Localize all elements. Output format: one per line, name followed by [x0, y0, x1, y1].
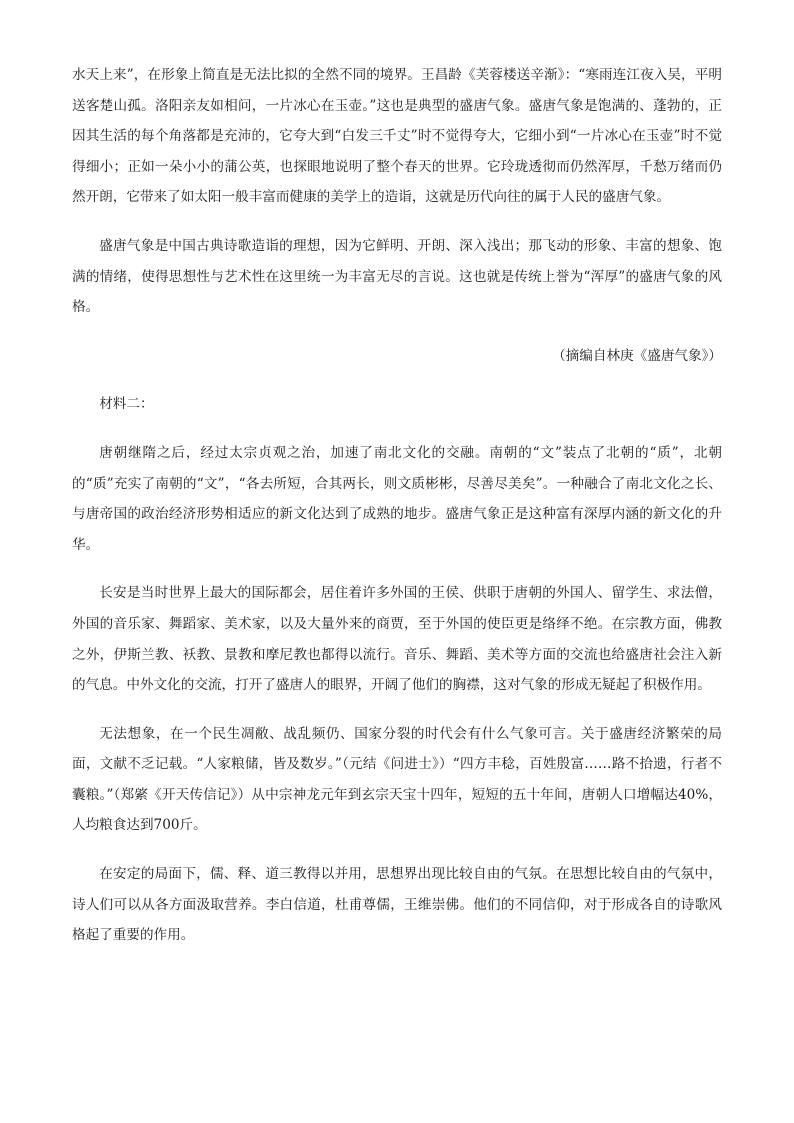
- material-two-paragraph-2: 长安是当时世界上最大的国际都会，居住着许多外国的王侯、供职于唐朝的外国人、留学生、求法僧，外国的音乐家、舞蹈家、美术家，以及大量外来的商贾，至于外国的使臣更是络绎不绝。在宗教方面，佛教之外，伊斯兰教、袄教、景教和摩尼教也都得以流行。音乐、舞蹈、美术等方面的交流也给盛唐社会注入新的气息。中外文化的交流，打开了盛唐人的眼界，开阔了他们的胸襟，这对气象的形成无疑起了积极作用。: [72, 585, 722, 694]
- material-one-paragraph-2: 盛唐气象是中国古典诗歌造诣的理想，因为它鲜明、开朗、深入浅出；那飞动的形象、丰富的想象、饱满的情绪，使得思想性与艺术性在这里统一为丰富无尽的言说。这也就是传统上誉为“浑厚”的盛唐气象的风格。: [72, 237, 722, 316]
- material-two-paragraph-4: 在安定的局面下，儒、释、道三教得以并用，思想界出现比较自由的气氛。在思想比较自由的气氛中，诗人们可以从各方面汲取营养。李白信道，杜甫尊儒，王维崇佛。他们的不同信仰，对于形成各自的诗歌风格起了重要的作用。: [72, 866, 722, 944]
- material-two-paragraph-1: 唐朝继隋之后，经过太宗贞观之治，加速了南北文化的交融。南朝的“文”装点了北朝的“质”，北朝的“质”充实了南朝的“文”，“各去所短，合其两长，则文质彬彬，尽善尽美矣”。一种融合了南北文化之长、与唐帝国的政治经济形势相适应的新文化达到了成熟的地步。盛唐气象正是这种富有深厚内涵的新文化的升华。: [72, 444, 722, 553]
- material-two-heading: 材料二：: [99, 396, 154, 413]
- document-page: [72, 60, 722, 969]
- material-one-paragraph-1: 水天上来”，在形象上简直是无法比拟的全然不同的境界。王昌龄《芙蓉楼送辛渐》：“寒雨连江夜入吴，平明送客楚山孤。洛阳亲友如相问，一片冰心在玉壶。”这也是典型的盛唐气象。盛唐气象是饱满的、蓬勃的，正因其生活的每个角落都是充沛的，它夸大到“白发三千丈”时不觉得夸大，它细小到“一片冰心在玉壶”时不觉得细小；正如一朵小小的蒲公英，也探眼地说明了整个春天的世界。它玲珑透彻而仍然浑厚，千愁万绪而仍然开朗，它带来了如太阳一般丰富而健康的美学上的造诣，这就是历代向往的属于人民的盛唐气象。: [72, 67, 722, 206]
- material-two-paragraph-3: 无法想象，在一个民生凋敝、战乱频仍、国家分裂的时代会有什么气象可言。关于盛唐经济繁荣的局面，文献不乏记载。“人家粮储，皆及数岁。”（元结《问进士》）“四方丰稔，百姓殷富……路不拾遗，行者不囊粮。”（郑綮《开天传信记》）从中宗神龙元年到玄宗天宝十四年，短短的五十年间，唐朝人口增幅达40%，人均粮食达到700斤。: [72, 725, 722, 834]
- material-one-source: （摘编自林庚《盛唐气象》）: [552, 347, 722, 364]
